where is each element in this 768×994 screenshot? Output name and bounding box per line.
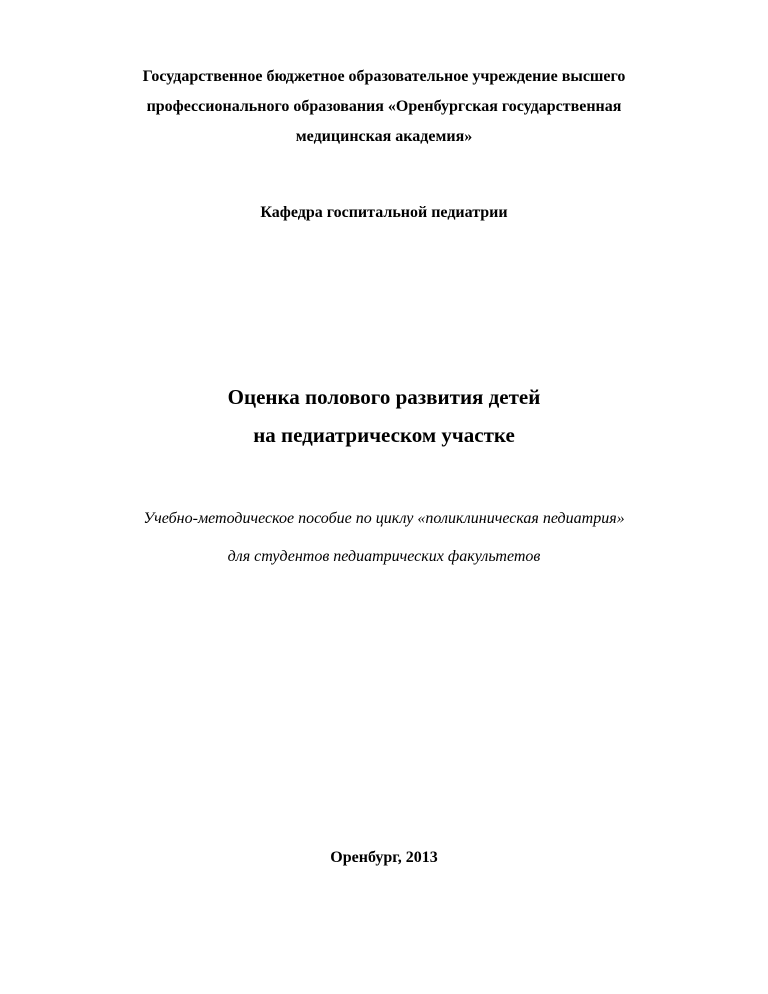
subtitle-line: Учебно-методическое пособие по циклу «поликлиническая педиатрия»: [143, 510, 625, 527]
document-title: [0, 378, 768, 454]
institution-line: Государственное бюджетное образовательное учреждение высшего: [142, 68, 626, 85]
institution-line: профессионального образования «Оренбургская государственная: [146, 98, 622, 115]
subtitle-line: для студентов педиатрических факультетов: [227, 548, 541, 565]
institution-name: [0, 62, 768, 152]
department-name: Кафедра госпитальной педиатрии: [260, 204, 508, 221]
document-subtitle: [0, 500, 768, 576]
institution-line: медицинская академия»: [295, 128, 473, 145]
title-line: Оценка полового развития детей: [227, 385, 541, 409]
city-year: Оренбург, 2013: [330, 849, 438, 866]
title-line: на педиатрическом участке: [253, 423, 515, 447]
